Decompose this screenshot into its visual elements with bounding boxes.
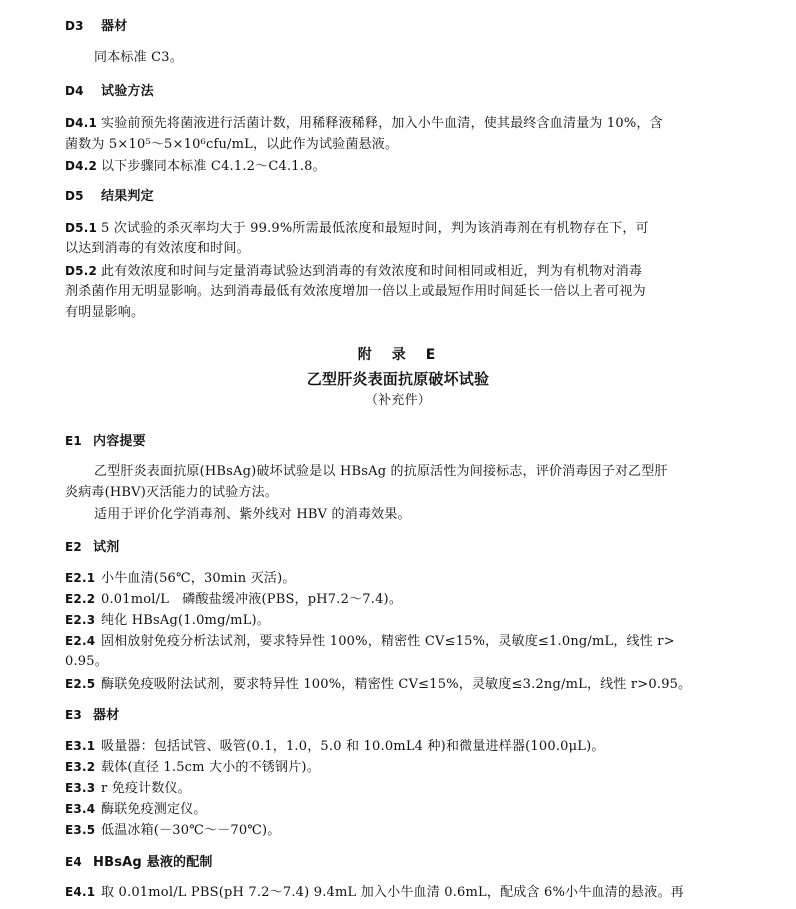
heading-e4: E4 HBsAg 悬液的配制	[65, 855, 213, 870]
clause-e2-3: E2.3 纯化 HBsAg(1.0mg/mL)。	[65, 613, 271, 628]
clause-d4-2: D4.2 以下步骤同本标准 C4.1.2～C4.1.8。	[65, 159, 326, 174]
heading-e1: E1 内容提要	[65, 434, 146, 449]
paragraph-line: 以达到消毒的有效浓度和时间。	[65, 241, 250, 256]
clause-e2-4: E2.4 固相放射免疫分析法试剂，要求特异性 100%，精密性 CV≤15%，灵敏度≤1.0ng/mL，线性 r>	[65, 634, 675, 649]
clause-d5-2: D5.2 此有效浓度和时间与定量消毒试验达到消毒的有效浓度和时间相同或相近，判为有机物对消毒	[65, 264, 643, 279]
clause-e3-3: E3.3 r 免疫计数仪。	[65, 781, 191, 796]
heading-d4: D4 试验方法	[65, 84, 154, 99]
clause-e3-2: E3.2 载体(直径 1.5cm 大小的不锈钢片)。	[65, 760, 320, 775]
heading-d3: D3 器材	[65, 19, 128, 34]
paragraph-line: 菌数为 5×10⁵～5×10⁶cfu/mL，以此作为试验菌悬液。	[65, 137, 399, 152]
clause-d4-1: D4.1 实验前预先将菌液进行活菌计数，用稀释液稀释，加入小牛血清，使其最终含血清量为 10%，含	[65, 116, 663, 131]
appendix-note: （补充件）	[364, 393, 431, 408]
paragraph-line: 有明显影响。	[65, 305, 145, 320]
appendix-title: 附 录 E	[357, 347, 439, 363]
paragraph-line: 乙型肝炎表面抗原(HBsAg)破坏试验是以 HBsAg 的抗原活性为间接标志，评价消毒因子对乙型肝	[94, 464, 668, 479]
clause-d5-1: D5.1 5 次试验的杀灭率均大于 99.9%所需最低浓度和最短时间，判为该消毒剂在有机物存在下，可	[65, 221, 649, 236]
clause-e3-1: E3.1 吸量器：包括试管、吸管(0.1，1.0，5.0 和 10.0mL4 种)和微量进样器(100.0μL)。	[65, 739, 605, 754]
clause-e2-5: E2.5 酶联免疫吸附法试剂，要求特异性 100%，精密性 CV≤15%，灵敏度≤3.2ng/mL，线性 r>0.95。	[65, 677, 692, 692]
appendix-subtitle: 乙型肝炎表面抗原破坏试验	[306, 370, 490, 388]
paragraph-line: 0.95。	[65, 654, 108, 669]
paragraph-line: 炎病毒(HBV)灭活能力的试验方法。	[65, 485, 279, 500]
clause-e3-5: E3.5 低温冰箱(－30℃～－70℃)。	[65, 823, 281, 838]
paragraph-line: 剂杀菌作用无明显影响。达到消毒最低有效浓度增加一倍以上或最短作用时间延长一倍以上者可视为	[65, 284, 646, 299]
paragraph-line: 适用于评价化学消毒剂、紫外线对 HBV 的消毒效果。	[94, 507, 411, 522]
clause-e2-1: E2.1 小牛血清(56℃，30min 灭活)。	[65, 571, 296, 586]
heading-e3: E3 器材	[65, 708, 120, 723]
clause-e3-4: E3.4 酶联免疫测定仪。	[65, 802, 207, 817]
clause-e2-2: E2.2 0.01mol/L 磷酸盐缓冲液(PBS，pH7.2～7.4)。	[65, 592, 403, 607]
clause-e4-1: E4.1 取 0.01mol/L PBS(pH 7.2～7.4) 9.4mL 加入小牛血清 0.6mL，配成含 6%小牛血清的悬液。再	[65, 885, 684, 900]
heading-d5: D5 结果判定	[65, 189, 154, 204]
paragraph-line: 同本标准 C3。	[94, 50, 183, 65]
heading-e2: E2 试剂	[65, 540, 120, 555]
